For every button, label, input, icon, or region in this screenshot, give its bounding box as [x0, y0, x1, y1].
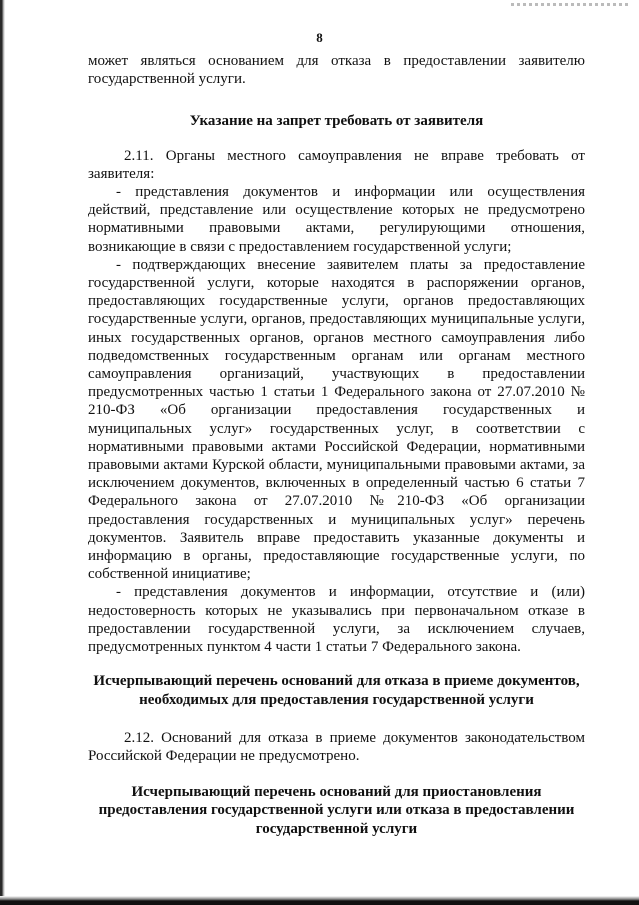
scan-edge-bottom — [0, 896, 639, 905]
heading-prohibition: Указание на запрет требовать от заявителя — [189, 113, 484, 130]
page-number: 8 — [316, 30, 323, 45]
paragraph-2-12: 2.12. Оснований для отказа в приеме документов законодательством Российской Федерации не предусмотрено. — [88, 729, 585, 764]
list-item-prohibition-1: - представления документов и информации или осуществления действий, представление или осуществление которых не предусмотрено нормативными правовыми актами, регулирующими отношения, возникающие в связи с предоставлением государственной услуги; — [88, 184, 585, 255]
list-item-prohibition-3: - представления документов и информации, отсутствие и (или) недостоверность которых не указывались при первоначальном отказе в предоставлении государственной услуги, за исключением случаев, предусмотренных пунктом 4 части 1 статьи 7 Федерального закона. — [88, 584, 585, 656]
heading-suspension: Исчерпывающий перечень оснований для приостановления предоставления государственной услуги или отказа в предоставлении государственной услуги — [98, 784, 575, 837]
scan-edge-left — [0, 0, 5, 905]
document-body — [88, 52, 585, 838]
intro-paragraph: может являться основанием для отказа в предоставлении заявителю государственной услуги. — [88, 53, 585, 88]
list-item-prohibition-2: - подтверждающих внесение заявителем платы за предоставление государственной услуги, которые находятся в распоряжении органов, предоставляющих государственные услуги, органов предоставляющих государственные услуги, органов, предоставляющих муниципальные услуги, иных государственных органов, органов местного самоуправления либо подведомственных государственным органам или органам местного самоуправления организаций, участвующих в предоставлении предусмотренных частью 1 статьи 1 Федерального закона от 27.07.2010 № 210-ФЗ «Об организации предоставления государственных и муниципальных услуг» государственных услуг, в соответствии с нормативными правовыми актами Российской Федерации, нормативными правовыми актами Курской области, муниципальными правовыми актами, за исключением документов, включенных в определенный частью 6 статьи 7 Федерального закона от 27.07.2010 №210-ФЗ «Об организации предоставления государственных и муниципальных услуг» перечень документов. Заявитель вправе предоставить указанные документы и информацию в органы, предоставляющие государственные услуги, по собственной инициативе; — [88, 256, 585, 583]
scan-top-marks — [511, 3, 631, 6]
heading-refusal-reception: Исчерпывающий перечень оснований для отказа в приеме документов, необходимых для предоставления государственной услуги — [93, 673, 580, 708]
paragraph-2-11: 2.11. Органы местного самоуправления не вправе требовать от заявителя: — [88, 147, 585, 182]
